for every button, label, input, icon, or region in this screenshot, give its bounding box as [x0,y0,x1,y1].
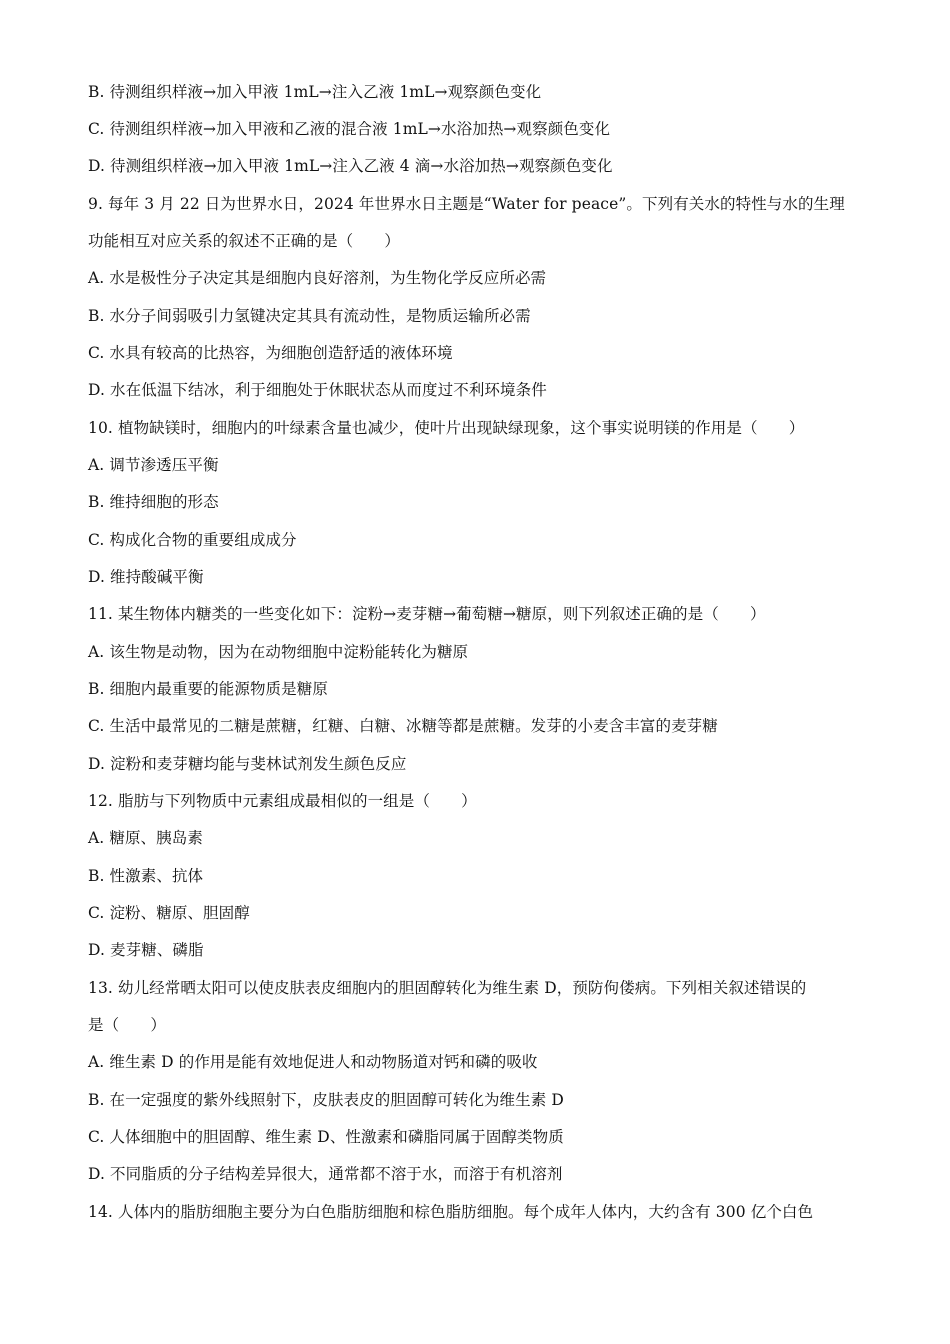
question-14-stem: 14. 人体内的脂肪细胞主要分为白色脂肪细胞和棕色脂肪细胞。每个成年人体内，大约含有 300 亿个白色 [88,1203,814,1221]
question-11-option-d: D. 淀粉和麦芽糖均能与斐林试剂发生颜色反应 [88,755,407,773]
question-10-option-a: A. 调节渗透压平衡 [88,456,219,474]
question-10-stem: 10. 植物缺镁时，细胞内的叶绿素含量也减少，使叶片出现缺绿现象，这个事实说明镁的作用是（ ） [88,419,805,437]
question-12-option-c: C. 淀粉、糖原、胆固醇 [88,904,250,922]
question-9-stem: 9. 每年 3 月 22 日为世界水日，2024 年世界水日主题是“Water for peace”。下列有关水的特性与水的生理 [88,195,845,213]
question-13-stem: 13. 幼儿经常晒太阳可以使皮肤表皮细胞内的胆固醇转化为维生素 D，预防佝偻病。下列相关叙述错误的 [88,979,807,997]
question-12-option-b: B. 性激素、抗体 [88,867,204,885]
question-12-option-d: D. 麦芽糖、磷脂 [88,941,204,959]
question-13-option-d: D. 不同脂质的分子结构差异很大，通常都不溶于水，而溶于有机溶剂 [88,1165,563,1183]
question-10-option-d: D. 维持酸碱平衡 [88,568,204,586]
question-13-option-b: B. 在一定强度的紫外线照射下，皮肤表皮的胆固醇可转化为维生素 D [88,1091,564,1109]
question-13-option-c: C. 人体细胞中的胆固醇、维生素 D、性激素和磷脂同属于固醇类物质 [88,1128,564,1146]
question-10-option-c: C. 构成化合物的重要组成成分 [88,531,297,549]
question-9-option-b: B. 水分子间弱吸引力氢键决定其具有流动性，是物质运输所必需 [88,307,531,325]
question-12-stem: 12. 脂肪与下列物质中元素组成最相似的一组是（ ） [88,792,477,810]
question-9-option-d: D. 水在低温下结冰，利于细胞处于休眠状态从而度过不利环境条件 [88,381,547,399]
question-12-option-a: A. 糖原、胰岛素 [88,829,203,847]
question-13-stem-cont: 是（ ） [88,1016,167,1034]
question-11-option-b: B. 细胞内最重要的能源物质是糖原 [88,680,328,698]
text-line: B. 待测组织样液→加入甲液 1mL→注入乙液 1mL→观察颜色变化 [88,83,542,101]
question-9-option-a: A. 水是极性分子决定其是细胞内良好溶剂，为生物化学反应所必需 [88,269,547,287]
text-line: D. 待测组织样液→加入甲液 1mL→注入乙液 4 滴→水浴加热→观察颜色变化 [88,157,613,175]
question-9-stem-cont: 功能相互对应关系的叙述不正确的是（ ） [88,232,401,250]
question-11-option-a: A. 该生物是动物，因为在动物细胞中淀粉能转化为糖原 [88,643,469,661]
question-10-option-b: B. 维持细胞的形态 [88,493,219,511]
question-9-option-c: C. 水具有较高的比热容，为细胞创造舒适的液体环境 [88,344,453,362]
question-11-option-c: C. 生活中最常见的二糖是蔗糖，红糖、白糖、冰糖等都是蔗糖。发芽的小麦含丰富的麦芽糖 [88,717,718,735]
question-11-stem: 11. 某生物体内糖类的一些变化如下：淀粉→麦芽糖→葡萄糖→糖原，则下列叙述正确的是（ ） [88,605,766,623]
question-13-option-a: A. 维生素 D 的作用是能有效地促进人和动物肠道对钙和磷的吸收 [88,1053,538,1071]
text-line: C. 待测组织样液→加入甲液和乙液的混合液 1mL→水浴加热→观察颜色变化 [88,120,611,138]
